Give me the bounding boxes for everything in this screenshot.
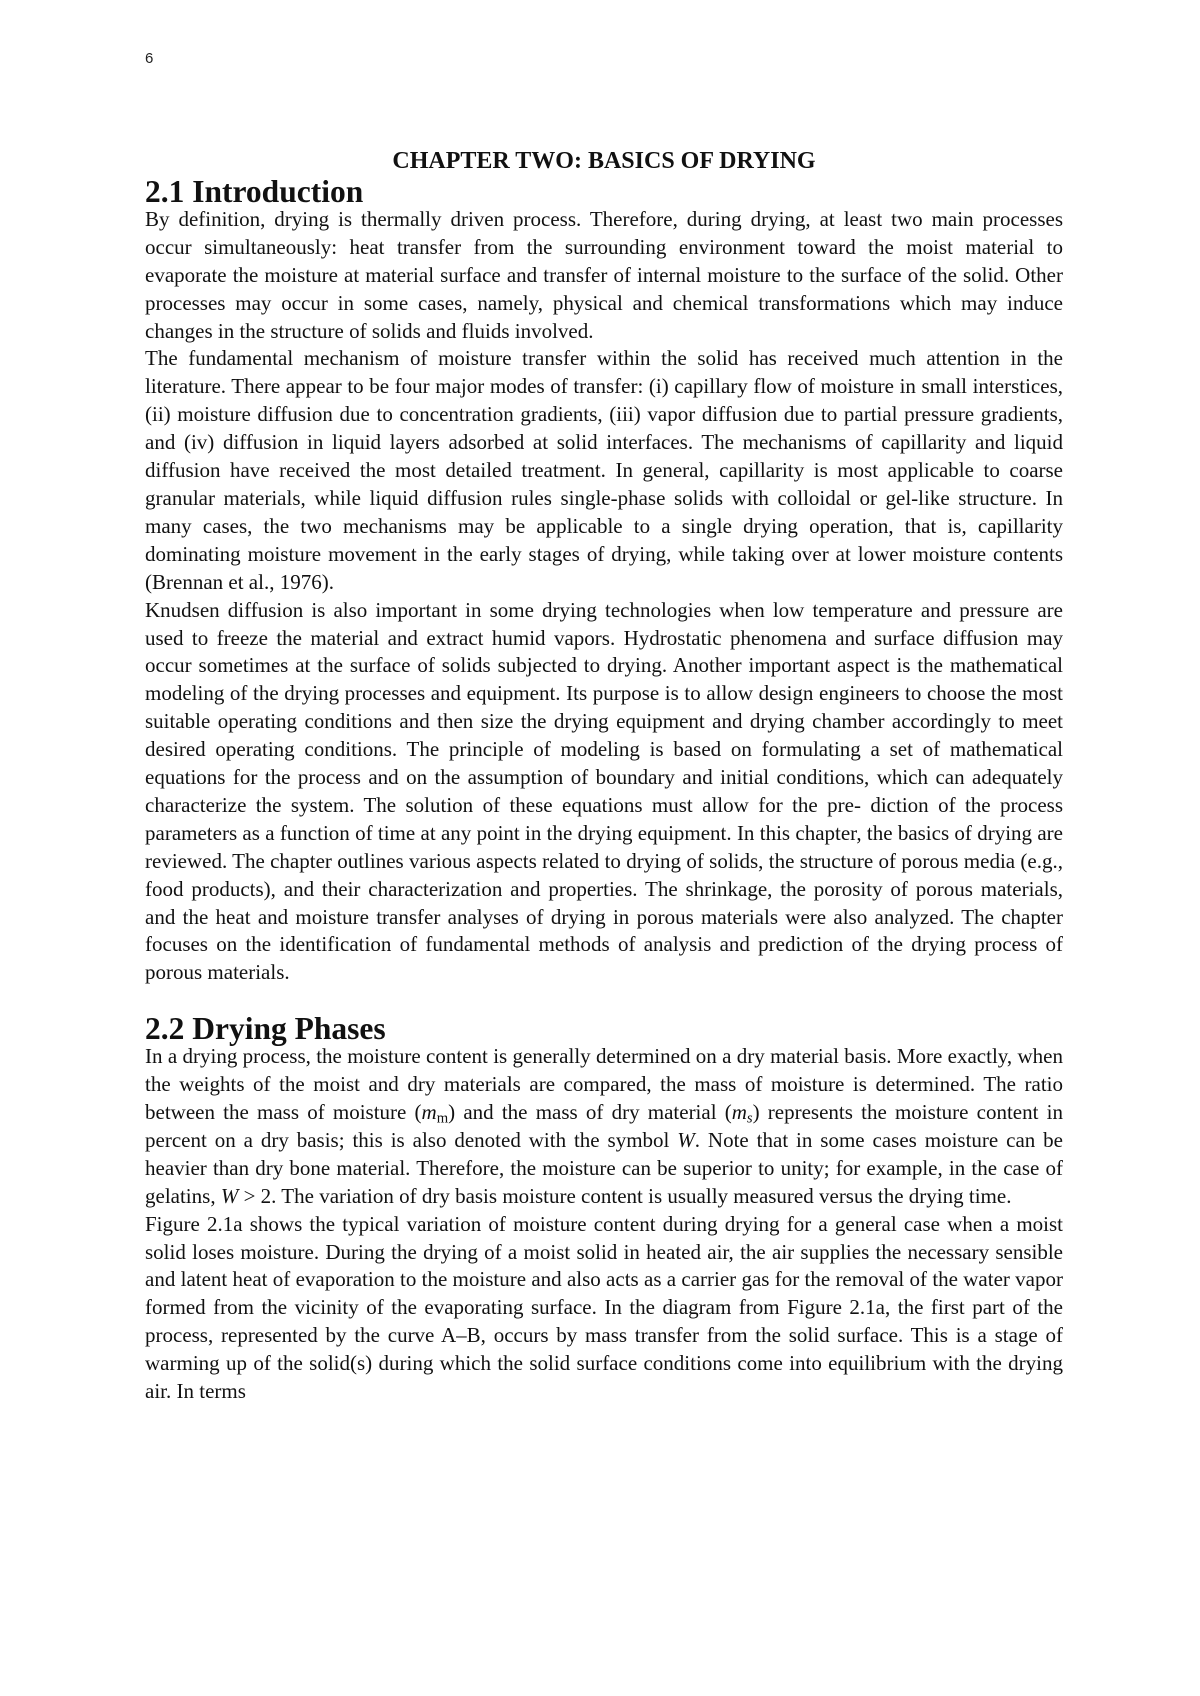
- intro-paragraph-3: Knudsen diffusion is also important in some drying technologies when low temperature and pressure are used to freeze the material and extract humid vapors. Hydrostatic phenomena and surface diffusion may occur sometimes at the surface of solids subjected to drying. Another important aspect is the mathematical modeling of the drying processes and equipment. Its purpose is to allow design engineers to choose the most suitable operating conditions and then size the drying equipment and drying chamber accordingly to meet desired operating conditions. The principle of modeling is based on formulating a set of mathematical equations for the process and on the assumption of boundary and initial conditions, which can adequately characterize the system. The solution of these equations must allow for the pre- diction of the process parameters as a function of time at any point in the drying equipment. In this chapter, the basics of drying are reviewed. The chapter outlines various aspects related to drying of solids, the structure of porous media (e.g., food products), and their characterization and properties. The shrinkage, the porosity of porous materials, and the heat and moisture transfer analyses of drying in porous materials were also analyzed. The chapter focuses on the identification of fundamental methods of analysis and prediction of the drying process of porous materials.: [145, 597, 1063, 985]
- chapter-title: CHAPTER TWO: BASICS OF DRYING: [392, 148, 816, 174]
- symbol-m: m: [421, 1100, 437, 1124]
- subscript-m: m: [436, 1110, 449, 1127]
- subscript-s: s: [746, 1110, 753, 1127]
- symbol-w: W: [220, 1183, 239, 1208]
- section-heading-introduction: 2.1 Introduction: [145, 174, 364, 209]
- symbol-m: m: [731, 1100, 747, 1124]
- drying-phases-paragraph-1: [145, 1043, 1063, 1210]
- intro-paragraph-1: By definition, drying is thermally driven process. Therefore, during drying, at least two main processes occur simultaneously: heat transfer from the surrounding environment toward the moist material to evaporate the moisture at material surface and transfer of internal moisture to the surface of the solid. Other processes may occur in some cases, namely, physical and chemical transformations which may induce changes in the structure of solids and fluids involved.: [145, 206, 1063, 343]
- text-run: ) and the mass of dry material (: [448, 1100, 732, 1124]
- page-number: 6: [145, 50, 154, 67]
- section-heading-drying-phases: 2.2 Drying Phases: [145, 1011, 386, 1047]
- drying-phases-paragraph-2: Figure 2.1a shows the typical variation of moisture content during drying for a general case when a moist solid loses moisture. During the drying of a moist solid in heated air, the air supplies the necessary sensible and latent heat of evaporation to the moisture and also acts as a carrier gas for the removal of the water vapor formed from the vicinity of the evaporating surface. In the diagram from Figure 2.1a, the first part of the process, represented by the curve A–B, occurs by mass transfer from the solid surface. This is a stage of warming up of the solid(s) during which the solid surface conditions come into equilibrium with the drying air. In terms: [145, 1211, 1063, 1404]
- text-run: In a drying process, the moisture content is generally determined on a dry material basis. More exactly, when the weights of the moist and dry materials are compared, the mass of moisture is determined. The ratio between the mass of moisture (: [145, 1044, 1063, 1124]
- text-run: ) represents the moisture content in percent on a dry basis; this is also denoted with the symbol: [145, 1100, 1063, 1152]
- text-run: . Note that in some cases moisture can be heavier than dry bone material. Therefore, the moisture can be superior to unity; for example, in the case of gelatins,: [145, 1127, 1064, 1208]
- text-run: > 2. The variation of dry basis moisture content is usually measured versus the drying time.: [238, 1183, 1012, 1208]
- intro-paragraph-2: The fundamental mechanism of moisture transfer within the solid has received much attention in the literature. There appear to be four major modes of transfer: (i) capillary flow of moisture in small interstices, (ii) moisture diffusion due to concentration gradients, (iii) vapor diffusion due to partial pressure gradients, and (iv) diffusion in liquid layers adsorbed at solid interfaces. The mechanisms of capillarity and liquid diffusion have received the most detailed treatment. In general, capillarity is most applicable to coarse granular materials, while liquid diffusion rules single-phase solids with colloidal or gel-like structure. In many cases, the two mechanisms may be applicable to a single drying operation, that is, capillarity dominating moisture movement in the early stages of drying, while taking over at lower moisture contents (Brennan et al., 1976).: [145, 346, 1063, 594]
- symbol-w: W: [677, 1127, 695, 1152]
- page-content: [145, 146, 1063, 1406]
